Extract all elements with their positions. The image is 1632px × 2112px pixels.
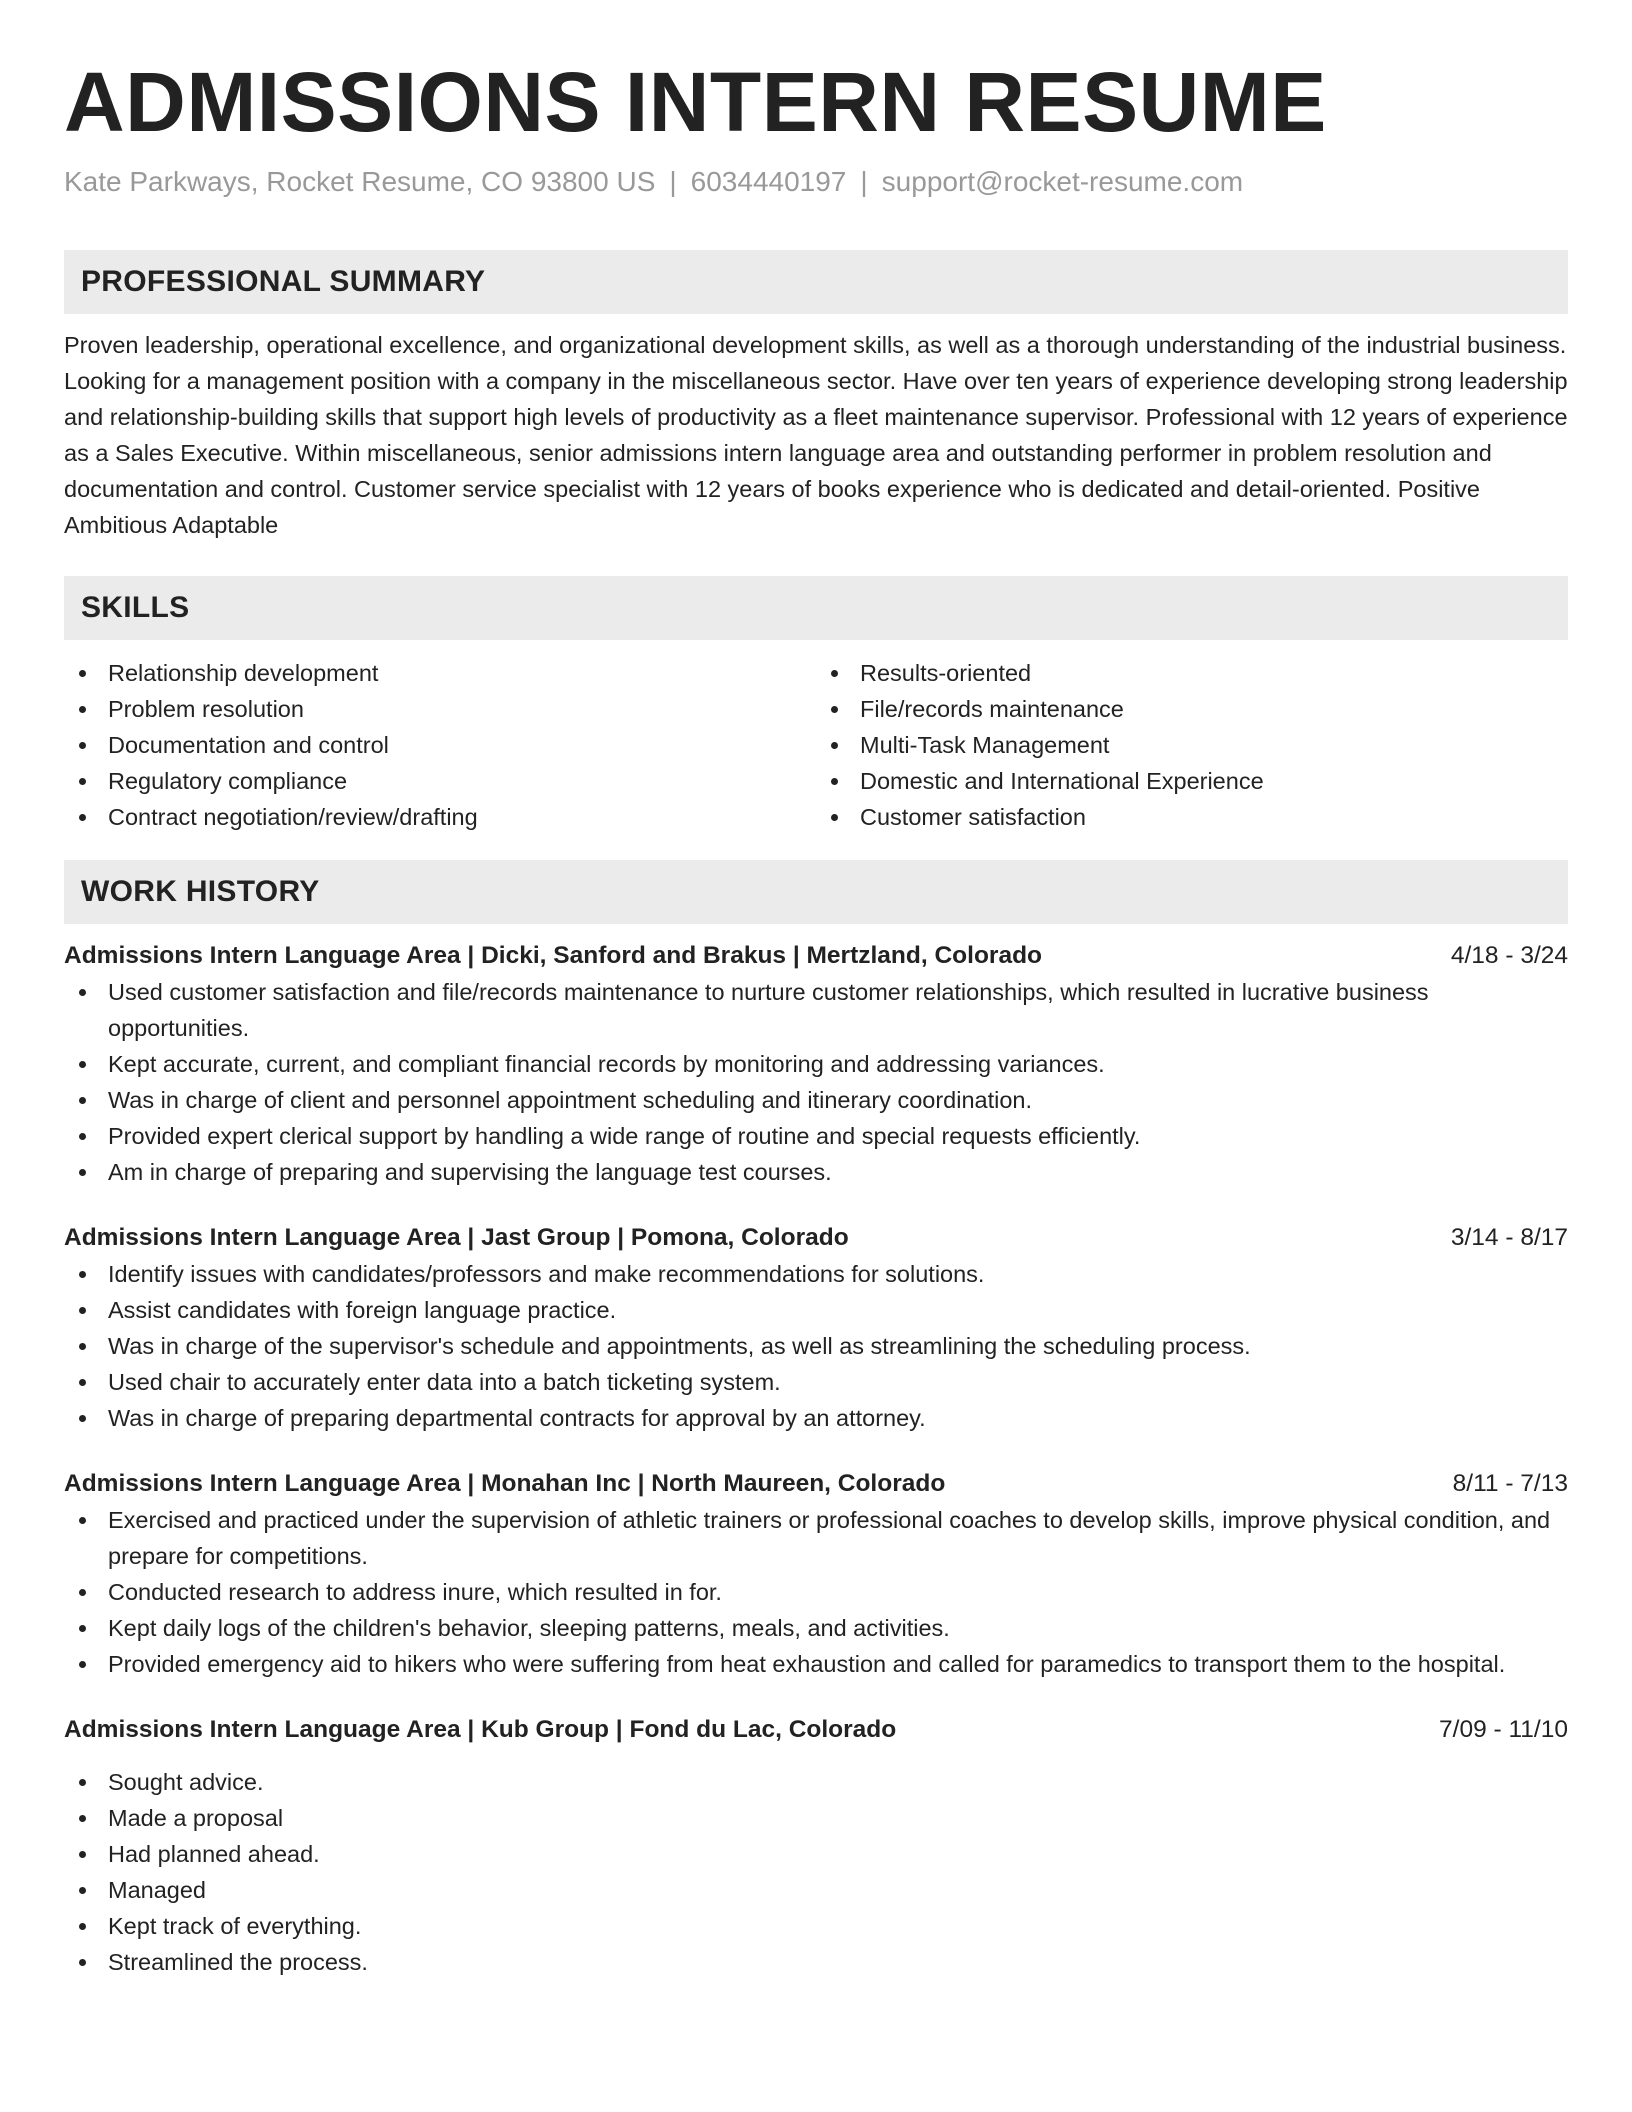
- job-heading: [64, 1466, 1568, 1502]
- contact-email: support@rocket-resume.com: [881, 166, 1244, 197]
- job-bullet: Kept track of everything.: [64, 1908, 1568, 1944]
- job-title: Admissions Intern Language Area | Jast Group | Pomona, Colorado: [64, 1224, 849, 1251]
- job-title: Admissions Intern Language Area | Kub Group | Fond du Lac, Colorado: [64, 1716, 897, 1743]
- job-bullet: Assist candidates with foreign language practice.: [64, 1292, 1568, 1328]
- job-dates: 4/18 - 3/24: [1450, 942, 1568, 969]
- skill-item: Domestic and International Experience: [816, 763, 1568, 799]
- job-dates: 7/09 - 11/10: [1439, 1716, 1568, 1743]
- section-header-work-history: WORK HISTORY: [64, 860, 1568, 924]
- resume-title: ADMISSIONS INTERN RESUME: [64, 55, 1327, 149]
- job-dates: 3/14 - 8/17: [1450, 1224, 1568, 1251]
- contact-phone: 6034440197: [690, 166, 847, 197]
- job-bullet: Provided expert clerical support by handling a wide range of routine and special requests efficiently.: [64, 1118, 1568, 1154]
- job-bullet: Conducted research to address inure, which resulted in for.: [64, 1574, 1568, 1610]
- job-bullet: Had planned ahead.: [64, 1836, 1568, 1872]
- job-bullet: Exercised and practiced under the supervision of athletic trainers or professional coaches to develop skills, improve physical condition, and prepare for competitions.: [64, 1502, 1568, 1574]
- job-bullet: Kept daily logs of the children's behavior, sleeping patterns, meals, and activities.: [64, 1610, 1568, 1646]
- job-bullet: Kept accurate, current, and compliant financial records by monitoring and addressing variances.: [64, 1046, 1568, 1082]
- skill-item: Problem resolution: [64, 691, 816, 727]
- job-heading: [64, 1220, 1568, 1256]
- contact-separator: |: [669, 166, 677, 197]
- job-bullet: Streamlined the process.: [64, 1944, 1568, 1980]
- summary-paragraph: Proven leadership, operational excellence, and organizational development skills, as well as a thorough understanding of the industrial business. Looking for a management position with a company in the miscellaneous sector. Have over ten years of experience developing strong leadership and relationship-building skills that support high levels of productivity as a fleet maintenance supervisor. Professional with 12 years of experience as a Sales Executive. Within miscellaneous, senior admissions intern language area and outstanding performer in problem resolution and documentation and control. Customer service specialist with 12 years of books experience who is dedicated and detail-oriented. Positive Ambitious Adaptable: [64, 332, 1568, 538]
- job-entry: [64, 1466, 1568, 1682]
- skills-column-left: [64, 655, 816, 835]
- job-bullet-list: [64, 974, 1568, 1190]
- skills-column-right: [816, 655, 1568, 835]
- job-heading: [64, 938, 1568, 974]
- skill-item: Multi-Task Management: [816, 727, 1568, 763]
- skills-list: [64, 655, 1568, 835]
- job-bullet-list: [64, 1256, 1568, 1436]
- job-entry: [64, 1220, 1568, 1436]
- section-header-professional-summary: PROFESSIONAL SUMMARY: [64, 250, 1568, 314]
- job-title: Admissions Intern Language Area | Monahan Inc | North Maureen, Colorado: [64, 1470, 946, 1497]
- job-bullet: Am in charge of preparing and supervising the language test courses.: [64, 1154, 1568, 1190]
- job-entry: [64, 1712, 1568, 1980]
- skill-item: Regulatory compliance: [64, 763, 816, 799]
- job-entry: [64, 938, 1568, 1190]
- job-dates: 8/11 - 7/13: [1452, 1470, 1568, 1497]
- job-bullet: Was in charge of the supervisor's schedule and appointments, as well as streamlining the scheduling process.: [64, 1328, 1568, 1364]
- job-bullet-list: [64, 1502, 1568, 1682]
- skill-item: File/records maintenance: [816, 691, 1568, 727]
- job-bullet-list: [64, 1764, 1568, 1980]
- contact-separator: |: [860, 166, 868, 197]
- skill-item: Results-oriented: [816, 655, 1568, 691]
- job-bullet: Made a proposal: [64, 1800, 1568, 1836]
- job-bullet: Provided emergency aid to hikers who were suffering from heat exhaustion and called for paramedics to transport them to the hospital.: [64, 1646, 1568, 1682]
- job-heading: [64, 1712, 1568, 1748]
- job-title: Admissions Intern Language Area | Dicki, Sanford and Brakus | Mertzland, Colorado: [64, 942, 1043, 969]
- skill-item: Customer satisfaction: [816, 799, 1568, 835]
- section-header-skills: SKILLS: [64, 576, 1568, 640]
- contact-address: Kate Parkways, Rocket Resume, CO 93800 US: [64, 166, 656, 197]
- skill-item: Relationship development: [64, 655, 816, 691]
- skill-item: Contract negotiation/review/drafting: [64, 799, 816, 835]
- job-bullet: Managed: [64, 1872, 1568, 1908]
- skill-item: Documentation and control: [64, 727, 816, 763]
- job-bullet: Sought advice.: [64, 1764, 1568, 1800]
- job-bullet: Was in charge of client and personnel appointment scheduling and itinerary coordination.: [64, 1082, 1568, 1118]
- contact-line: [64, 164, 1568, 200]
- job-bullet: Used chair to accurately enter data into a batch ticketing system.: [64, 1364, 1568, 1400]
- job-bullet: Identify issues with candidates/professors and make recommendations for solutions.: [64, 1256, 1568, 1292]
- job-bullet: Used customer satisfaction and file/records maintenance to nurture customer relationships, which resulted in lucrative business opportunities.: [64, 974, 1568, 1046]
- job-bullet: Was in charge of preparing departmental contracts for approval by an attorney.: [64, 1400, 1568, 1436]
